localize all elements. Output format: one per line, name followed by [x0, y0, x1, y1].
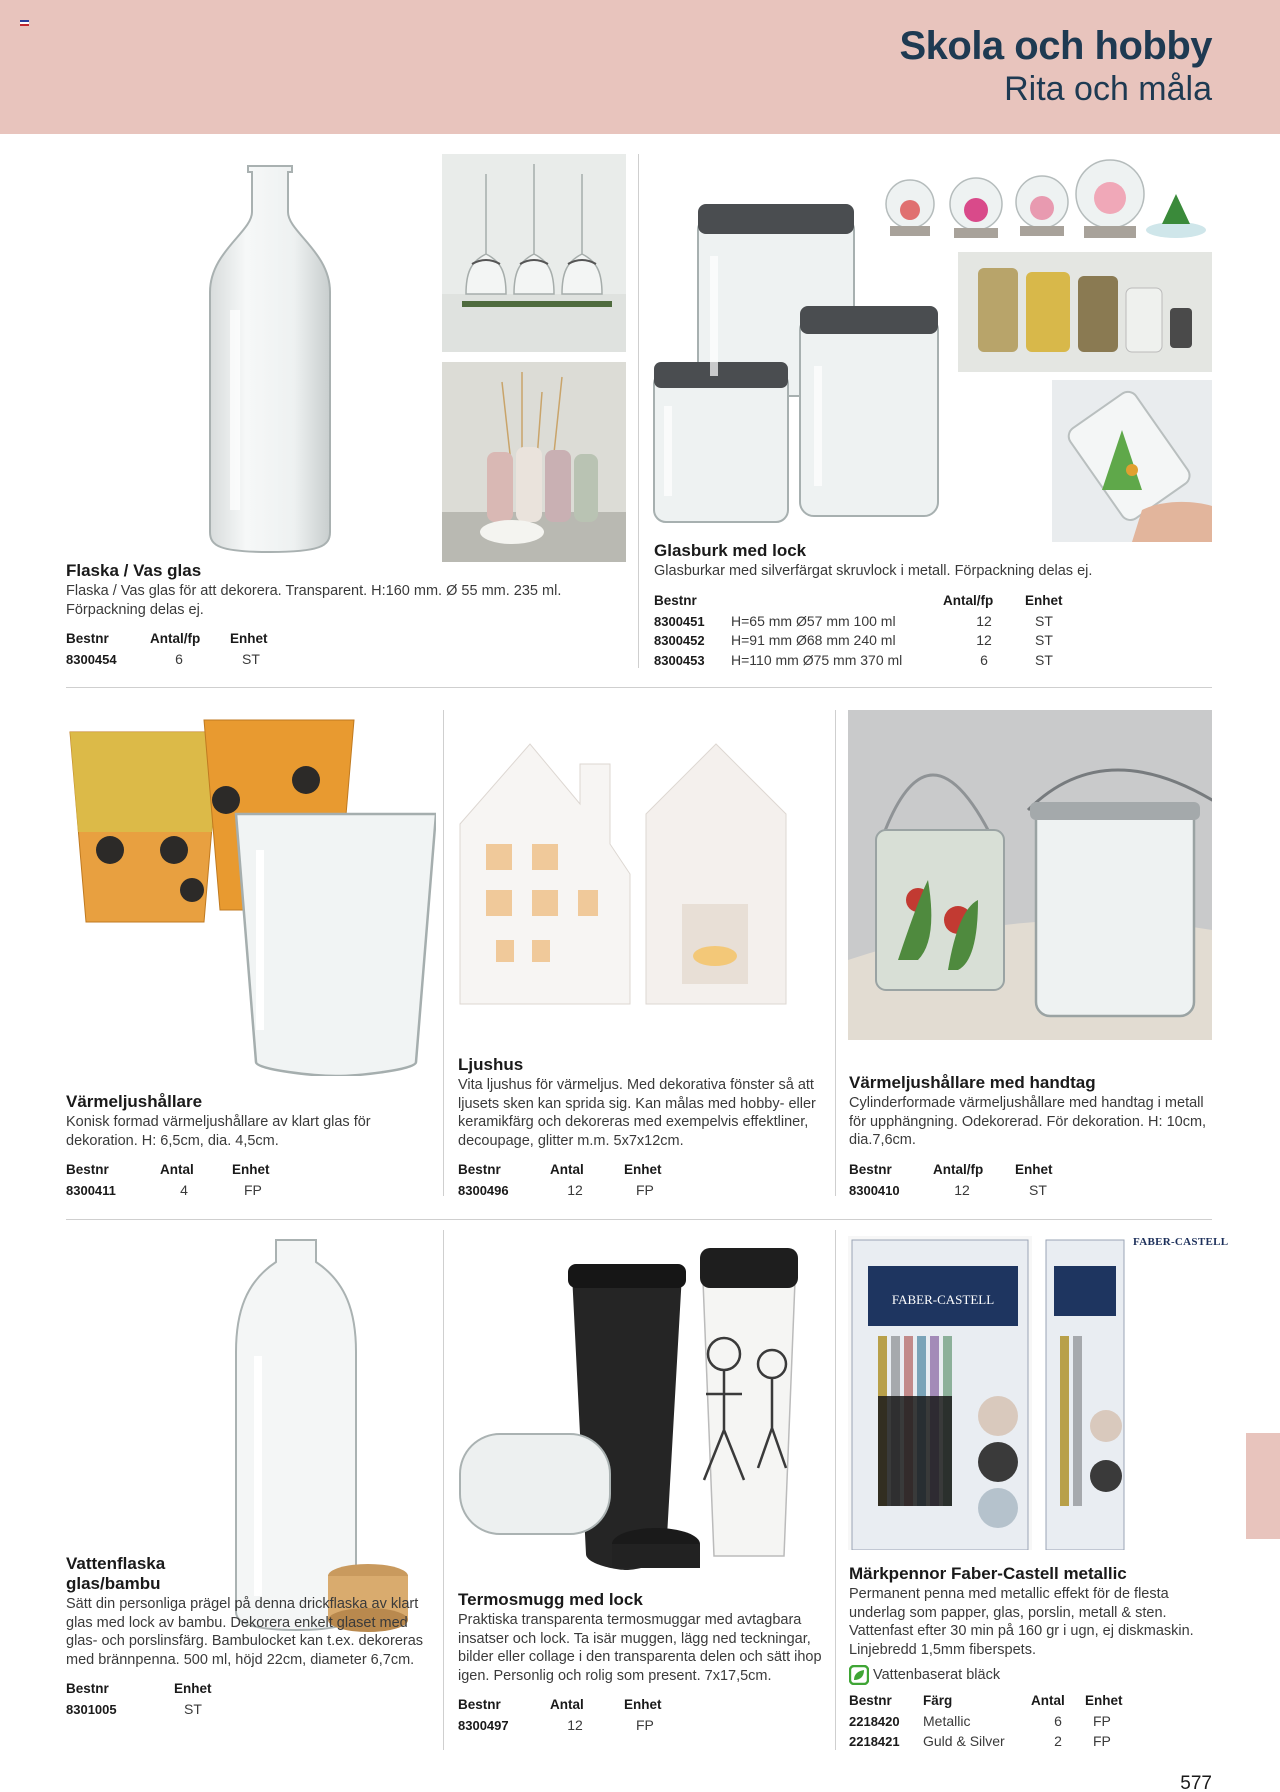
column-header: Färg	[923, 1693, 953, 1708]
divider-vertical-row1	[638, 154, 639, 668]
column-header: Bestnr	[66, 631, 109, 646]
item-number: 8300497	[458, 1718, 509, 1733]
photo-snow-globes	[880, 154, 1212, 246]
item-number: 8300411	[66, 1183, 116, 1198]
product-description: Vita ljushus för värmeljus. Med dekorativa fönster så att ljusets sken kan sprida sig. Kan målas med hobby- eller keramikfärg och dekoreras med exempelvis effektliner, decoupage, glitter m.m. 5x7x12cm.	[458, 1077, 816, 1149]
product-spec-table	[66, 1681, 212, 1720]
product-description: Sätt din personliga prägel på denna drickflaska av klart glas med lock av bambu. Dekorera enkelt glaset med glas- och porslinsfärg. Bambulocket kan t.ex. dekoreras med brännpenna. 500 ml, höjd 22cm, diameter 6,7cm.	[66, 1596, 424, 1668]
product-title: Vattenflaska glas/bambu	[66, 1554, 166, 1593]
column-header: Bestnr	[654, 592, 697, 608]
product-spec-table	[654, 593, 1063, 671]
item-number: 8301005	[66, 1702, 117, 1717]
column-header: Enhet	[230, 631, 268, 646]
product-spec-table	[849, 1162, 1053, 1201]
item-spec: H=110 mm Ø75 mm 370 ml	[731, 651, 903, 668]
product-description: Flaska / Vas glas för att dekorera. Transparent. H:160 mm. Ø 55 mm. 235 ml. Förpackning delas ej.	[66, 583, 562, 618]
product-spec-table	[458, 1162, 662, 1201]
product-spec-table	[458, 1697, 662, 1736]
page-number: 577	[1180, 1773, 1212, 1792]
product-title: Termosmugg med lock	[458, 1590, 643, 1609]
item-quantity: 2	[1054, 1732, 1062, 1749]
eco-label	[849, 1665, 1221, 1685]
table-row	[66, 650, 268, 670]
item-unit: FP	[636, 1717, 654, 1733]
product-varmeljushallare-handtag	[849, 1073, 1221, 1200]
column-header: Bestnr	[66, 1681, 109, 1696]
table-header-row	[66, 1162, 270, 1181]
item-quantity: 4	[180, 1182, 188, 1198]
leaf-icon	[849, 1665, 869, 1685]
product-vattenflaska	[66, 1554, 436, 1720]
item-unit: ST	[184, 1701, 202, 1717]
table-row	[66, 1181, 270, 1201]
photo-glass-bottle	[190, 160, 350, 560]
item-quantity: 6	[1054, 1713, 1062, 1729]
item-unit: FP	[244, 1182, 262, 1198]
product-title: Ljushus	[458, 1055, 524, 1074]
table-row	[849, 1732, 1123, 1752]
column-header: Bestnr	[458, 1162, 501, 1177]
photo-tealight-holders	[66, 710, 436, 1076]
product-spec-table	[849, 1693, 1123, 1751]
product-title: Värmeljushållare med handtag	[849, 1073, 1096, 1092]
item-number: 8300454	[66, 652, 117, 667]
column-header: Enhet	[624, 1162, 662, 1177]
divider-vertical-row2-b	[835, 710, 836, 1196]
column-header	[731, 593, 943, 612]
column-header: Enhet	[624, 1697, 662, 1712]
column-header: Antal/fp	[933, 1161, 984, 1177]
table-row	[66, 1700, 212, 1720]
table-row	[654, 612, 1063, 632]
column-header: Antal	[1031, 1693, 1065, 1708]
product-description: Praktiska transparenta termosmuggar med avtagbara insatser och lock. Ta isär muggen, lägg ned teckningar, bilder eller collage i den transparenta delen och sätt ihop igen. Personlig och rolig som present. 7x17,5cm.	[458, 1612, 822, 1684]
product-varmeljushallare	[66, 1092, 426, 1201]
item-quantity: 12	[954, 1181, 970, 1198]
divider-vertical-row3-b	[835, 1230, 836, 1750]
item-quantity: 12	[567, 1182, 583, 1198]
svg-text:FABER-CASTELL: FABER-CASTELL	[891, 1292, 995, 1307]
flag-stripe-bottom	[20, 24, 29, 26]
column-header: Antal/fp	[150, 631, 201, 646]
table-header-row	[849, 1693, 1123, 1712]
divider-vertical-row2-a	[443, 710, 444, 1196]
photo-glass-jars-with-lids	[650, 196, 950, 532]
item-quantity: 12	[567, 1717, 583, 1733]
item-unit: ST	[1029, 1181, 1047, 1198]
photo-decorated-jars	[958, 252, 1212, 372]
photo-bottles-with-ribbons	[442, 154, 626, 352]
product-description: Cylinderformade värmeljushållare med handtag i metall för upphängning. Odekorerad. För dekoration. H: 10cm, dia.7,6cm.	[849, 1095, 1207, 1148]
product-title: Flaska / Vas glas	[66, 561, 202, 580]
item-unit: FP	[636, 1182, 654, 1198]
item-quantity: 12	[976, 632, 992, 648]
product-termosmugg	[458, 1590, 828, 1736]
table-header-row	[66, 631, 268, 650]
item-spec: H=91 mm Ø68 mm 240 ml	[731, 632, 896, 648]
product-description: Glasburkar med silverfärgat skruvlock i metall. Förpackning delas ej.	[654, 563, 1093, 579]
table-row	[458, 1716, 662, 1736]
column-header: Antal	[550, 1697, 584, 1712]
table-header-row	[66, 1681, 212, 1700]
item-quantity: 6	[175, 651, 183, 667]
item-quantity: 12	[976, 612, 992, 629]
table-header-row	[849, 1162, 1053, 1181]
item-unit: FP	[1093, 1713, 1111, 1729]
photo-hand-holding-jar	[1052, 380, 1212, 542]
section-title: Skola och hobby	[899, 24, 1212, 68]
divider-horizontal-1	[66, 687, 1212, 688]
product-ljushus	[458, 1055, 828, 1201]
table-row	[849, 1712, 1123, 1732]
table-header-row	[458, 1697, 662, 1716]
column-header: Enhet	[232, 1162, 270, 1177]
item-number: 2218420	[849, 1714, 900, 1729]
item-unit: ST	[1035, 651, 1053, 668]
item-number: 8300410	[849, 1182, 900, 1198]
photo-ceramic-houses	[456, 734, 822, 1018]
product-title: Märkpennor Faber-Castell metallic	[849, 1564, 1127, 1583]
photo-faber-castell-markers	[848, 1236, 1128, 1550]
item-color: Metallic	[923, 1713, 971, 1729]
column-header: Enhet	[174, 1681, 212, 1696]
divider-horizontal-2	[66, 1219, 1212, 1220]
divider-vertical-row3-a	[443, 1230, 444, 1750]
column-header: Antal	[550, 1162, 584, 1177]
item-spec: H=65 mm Ø57 mm 100 ml	[731, 612, 896, 629]
product-description: Konisk formad värmeljushållare av klart glas för dekoration. H: 6,5cm, dia. 4,5cm.	[66, 1114, 371, 1149]
item-number: 8300452	[654, 633, 705, 648]
column-header: Antal	[160, 1162, 194, 1177]
item-number: 8300453	[654, 652, 705, 668]
product-markpennor	[849, 1564, 1221, 1751]
column-header: Enhet	[1015, 1161, 1053, 1177]
table-row	[458, 1181, 662, 1201]
column-header: Bestnr	[66, 1162, 109, 1177]
item-unit: FP	[1093, 1732, 1111, 1749]
item-quantity: 6	[980, 651, 988, 668]
item-unit: ST	[242, 651, 260, 667]
photo-thermos-mugs	[456, 1244, 822, 1596]
product-title: Värmeljushållare	[66, 1092, 203, 1111]
column-header: Bestnr	[849, 1693, 892, 1708]
page-header	[0, 0, 1280, 134]
column-header: Bestnr	[849, 1161, 892, 1177]
item-number: 8300451	[654, 613, 705, 629]
product-title: Glasburk med lock	[654, 541, 807, 560]
photo-painted-bottles	[442, 362, 626, 562]
table-row	[654, 651, 1063, 671]
table-row	[849, 1181, 1053, 1201]
section-subtitle: Rita och måla	[1004, 70, 1212, 108]
column-header: Antal/fp	[943, 592, 994, 608]
product-glasburk	[654, 541, 1214, 670]
swedish-flag-icon	[20, 20, 29, 26]
item-unit: ST	[1035, 612, 1053, 629]
product-spec-table	[66, 631, 268, 670]
column-header: Bestnr	[458, 1697, 501, 1712]
product-flaska-vas	[66, 561, 626, 670]
section-side-tab	[1246, 1433, 1280, 1539]
table-header-row	[458, 1162, 662, 1181]
photo-hanging-lanterns	[848, 710, 1212, 1040]
table-header-row	[654, 593, 1063, 612]
item-color: Guld & Silver	[923, 1732, 1005, 1749]
product-spec-table	[66, 1162, 270, 1201]
column-header: Enhet	[1025, 592, 1063, 608]
column-header: Enhet	[1085, 1693, 1123, 1708]
eco-label-text: Vattenbaserat bläck	[873, 1667, 1001, 1683]
product-description: Permanent penna med metallic effekt för de flesta underlag som papper, glas, porslin, metall & sten. Vattenfast efter 30 min på 160 gr i ugn, ej diskmaskin. Linjebredd 1,5mm fiberspets.	[849, 1586, 1194, 1658]
item-number: 2218421	[849, 1733, 900, 1749]
table-row	[654, 631, 1063, 651]
faber-castell-logo: FABER-CASTELL	[1133, 1236, 1229, 1248]
item-unit: ST	[1035, 632, 1053, 648]
item-number: 8300496	[458, 1183, 509, 1198]
